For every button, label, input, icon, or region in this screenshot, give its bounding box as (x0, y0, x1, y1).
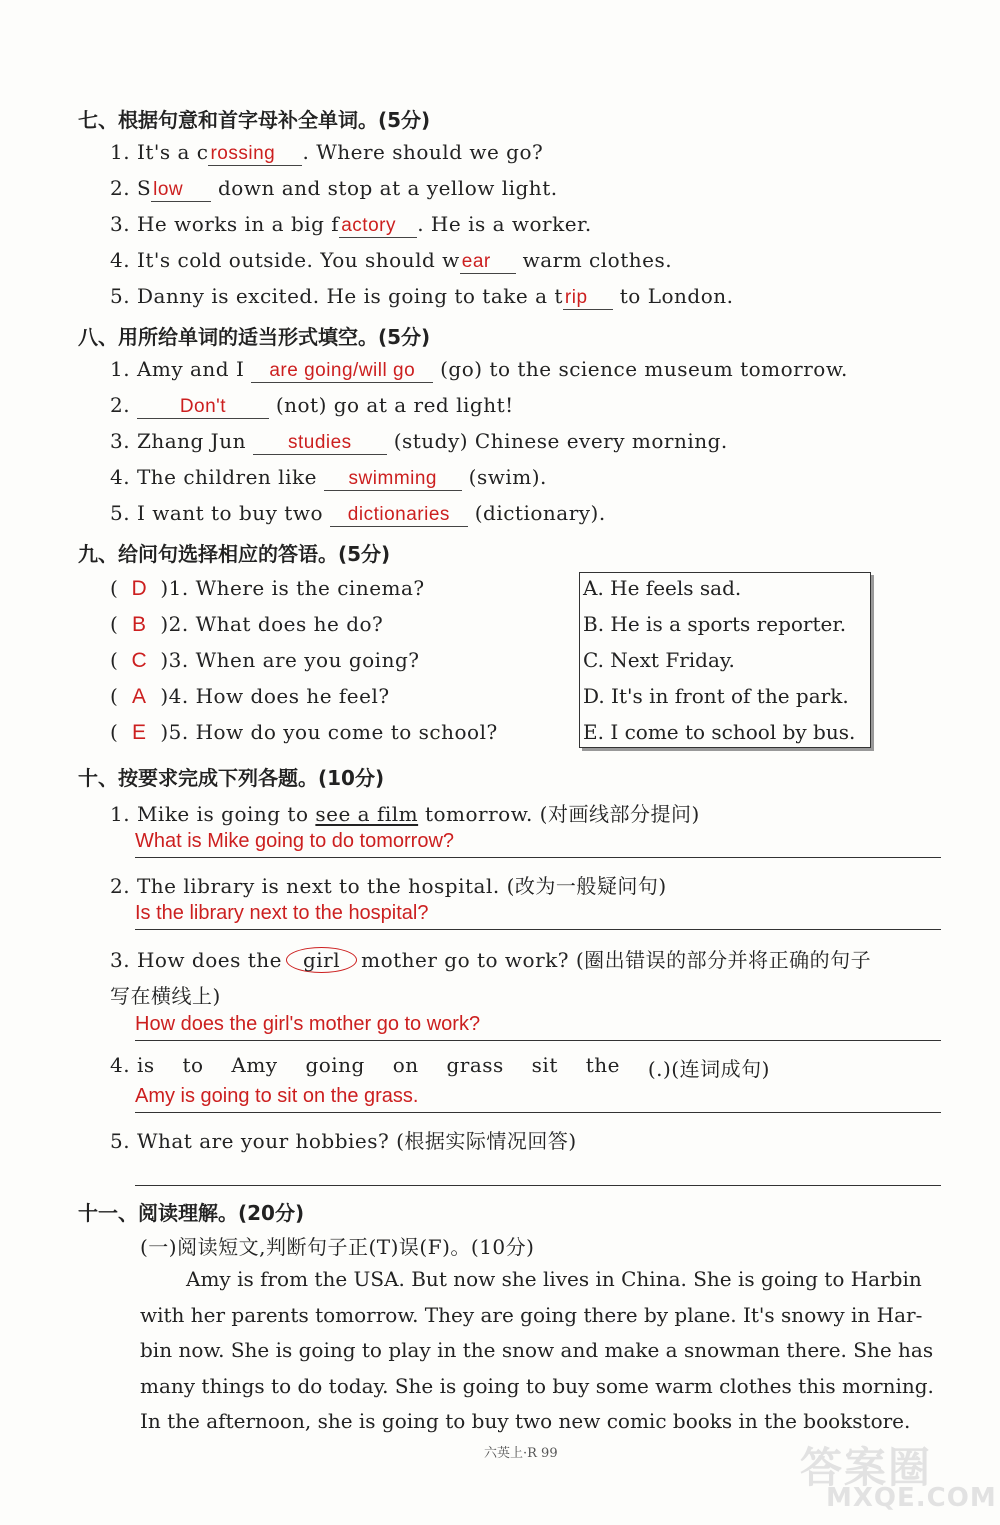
s7-answer-5: rip (563, 287, 613, 310)
s9-question-5: ( E )5. How do you come to school? (110, 720, 498, 744)
s10-q3-answer-line (135, 1040, 941, 1041)
s10-q1-answer-line (135, 857, 941, 858)
section-7-heading: 七、根据句意和首字母补全单词。(5分) (78, 108, 431, 132)
s8-item-4: 4. The children like swimming (swim). (110, 465, 547, 489)
watermark-url: MXQE.COM (826, 1483, 997, 1513)
s9-answer-2: B (132, 613, 147, 636)
s8-item-1: 1. Amy and I are going/will go (go) to the science museum tomorrow. (110, 357, 848, 381)
s8-answer-3: studies (253, 432, 387, 455)
section-11-heading: 十一、阅读理解。(20分) (78, 1201, 305, 1225)
s7-item-4: 4. It's cold outside. You should w ear warm clothes. (110, 248, 673, 272)
s10-q4-answer-line (135, 1112, 941, 1113)
s9-question-3: ( C )3. When are you going? (110, 648, 420, 672)
s9-question-2: ( B )2. What does he do? (110, 612, 384, 636)
s7-answer-1: rossing (208, 143, 302, 166)
s9-answer-1: D (131, 577, 148, 600)
s10-q5: 5. What are your hobbies? (根据实际情况回答) (110, 1129, 577, 1153)
s10-q1: 1. Mike is going to see a film tomorrow. (对画线部分提问) (110, 802, 700, 826)
s8-answer-4: swimming (324, 468, 462, 491)
s10-q5-answer-line (135, 1185, 941, 1186)
s8-answer-5: dictionaries (330, 504, 468, 527)
s11-subheading: (一)阅读短文,判断句子正(T)误(F)。(10分) (140, 1235, 535, 1259)
page-footer: 六英上·R 99 (484, 1446, 558, 1461)
s7-answer-3: actory (339, 215, 417, 238)
s9-option-b: B. He is a sports reporter. (583, 612, 847, 636)
section-10-heading: 十、按要求完成下列各题。(10分) (78, 766, 385, 790)
s10-q2: 2. The library is next to the hospital. (改为一般疑问句) (110, 874, 667, 898)
s10-q3-circled-word: girl (286, 947, 357, 973)
s9-question-4: ( A )4. How does he feel? (110, 684, 390, 708)
s10-q3: 3. How does the girl mother go to work? (圈出错误的部分并将正确的句子 (110, 948, 872, 972)
s10-q3-answer: How does the girl's mother go to work? (135, 1013, 481, 1035)
s7-item-1: 1. It's a c rossing . Where should we go? (110, 140, 544, 164)
s7-item-2: 2. S low down and stop at a yellow light. (110, 176, 558, 200)
s10-q4-words: 4. is to Amy going on grass sit the (.)(连词成句) (110, 1053, 770, 1081)
s10-q1-answer: What is Mike going to do tomorrow? (135, 830, 455, 852)
s8-item-5: 5. I want to buy two dictionaries (dictionary). (110, 501, 606, 525)
s9-question-1: ( D )1. Where is the cinema? (110, 576, 425, 600)
s9-option-c: C. Next Friday. (583, 648, 735, 672)
s9-option-a: A. He feels sad. (583, 576, 742, 600)
s9-option-d: D. It's in front of the park. (583, 684, 849, 708)
watermark-logo (800, 1435, 997, 1515)
s10-q4-answer: Amy is going to sit on the grass. (135, 1085, 419, 1107)
s7-answer-4: ear (460, 251, 516, 274)
s7-item-5: 5. Danny is excited. He is going to take a t rip to London. (110, 284, 734, 308)
s8-item-3: 3. Zhang Jun studies (study) Chinese every morning. (110, 429, 728, 453)
s10-q2-answer: Is the library next to the hospital? (135, 902, 429, 924)
section-9-heading: 九、给问句选择相应的答语。(5分) (78, 542, 391, 566)
s10-q2-answer-line (135, 929, 941, 930)
s7-item-3: 3. He works in a big f actory . He is a worker. (110, 212, 592, 236)
s7-answer-2: low (151, 179, 211, 202)
s10-q3-line2: 写在横线上) (110, 984, 221, 1008)
section-8-heading: 八、用所给单词的适当形式填空。(5分) (78, 325, 431, 349)
s11-passage: Amy is from the USA. But now she lives in China. She is going to Harbin with her parents tomorrow. They are going there by plane. It's snowy in Har- bin now. She is going to play in the snow and make a snowman there. She has many things to do today. She is going to buy some warm clothes this morning. In the afternoon, she is going to buy two new comic books in the bookstore. (140, 1267, 934, 1433)
s9-option-e: E. I come to school by bus. (583, 720, 856, 744)
s8-answer-2: Don't (137, 396, 269, 419)
s9-answer-5: E (132, 721, 147, 744)
s9-answer-4: A (132, 685, 147, 708)
s10-q1-underlined: see a film (315, 802, 419, 826)
s8-answer-1: are going/will go (251, 360, 433, 383)
s9-answer-3: C (131, 649, 148, 672)
s8-item-2: 2. Don't (not) go at a red light! (110, 393, 514, 417)
watermark-text: 答案圈 (800, 1443, 933, 1492)
